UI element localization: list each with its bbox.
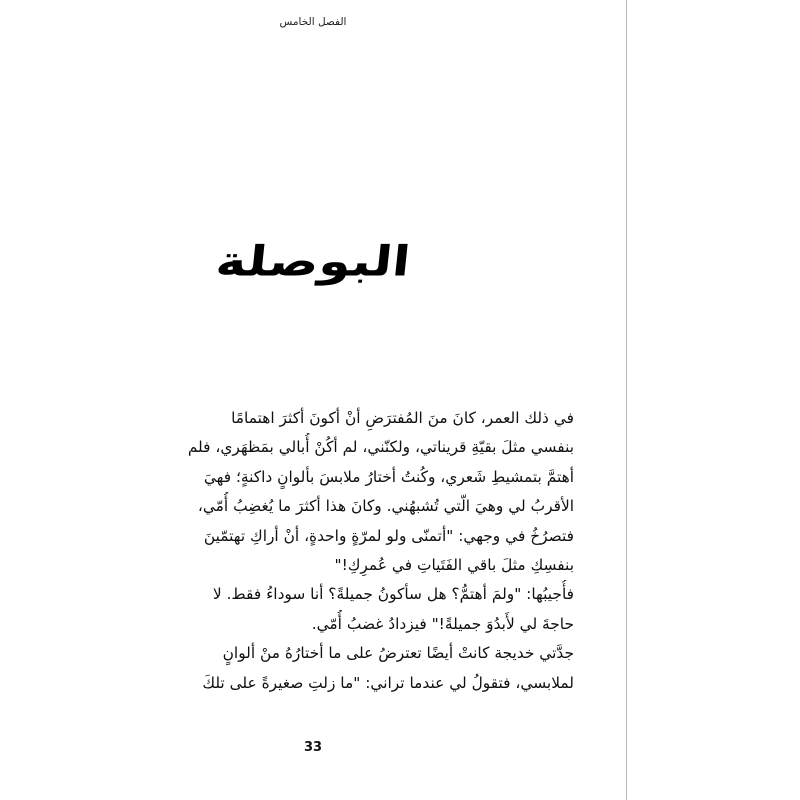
text-line: لملابسي، فتقولُ لي عندما تراني: "ما زلتِ صغيرةً على تلكَ (202, 673, 574, 692)
text-line: أهتمَّ بتمشيطِ شَعري، وكُنتُ أختارُ ملابسَ بألوانٍ داكنةٍ؛ فهيَ (203, 467, 574, 486)
text-line: بنفسي مثلَ بقيّةِ قريناتي، ولكنّني، لم أكُنْ أُبالي بمَظهَري، فلم (187, 438, 574, 457)
text-line: فتصرُخُ في وجهي: "أتمنّى ولو لمرّةٍ واحدةٍ، أنْ أراكِ تهتمّينَ (203, 526, 574, 545)
text-line: حاجةَ لي لأَبدُوَ جميلةً!" فيزدادُ غضبُ أُمّي. (311, 614, 574, 633)
body-text (50, 404, 574, 698)
text-line: بنفسِكِ مثلَ باقي الفَتَياتِ في عُمرِكِ!" (334, 555, 574, 574)
text-line: في ذلك العمر، كانَ منَ المُفترَضِ أنْ أكونَ أكثرَ اهتمامًا (231, 409, 574, 427)
running-header: الفصل الخامس (279, 16, 347, 28)
page-number: 33 (303, 740, 323, 755)
text-line: جدَّتي خديجة كانتْ أيضًا تعترضُ على ما أختارُهُ منْ ألوانٍ (222, 644, 574, 663)
text-line: فأُجيبُها: "ولمَ أهتمُّ؟ هل سأكونُ جميلةً؟ أنا سوداءُ فقط. لا (212, 585, 574, 604)
text-line: الأقربُ لي وهيَ الّتي تُشبهُني. وكانَ هذا أكثرَ ما يُغضِبُ أُمّي، (197, 497, 574, 516)
chapter-title: البوصلة (213, 238, 413, 286)
page-edge-divider (626, 0, 627, 800)
